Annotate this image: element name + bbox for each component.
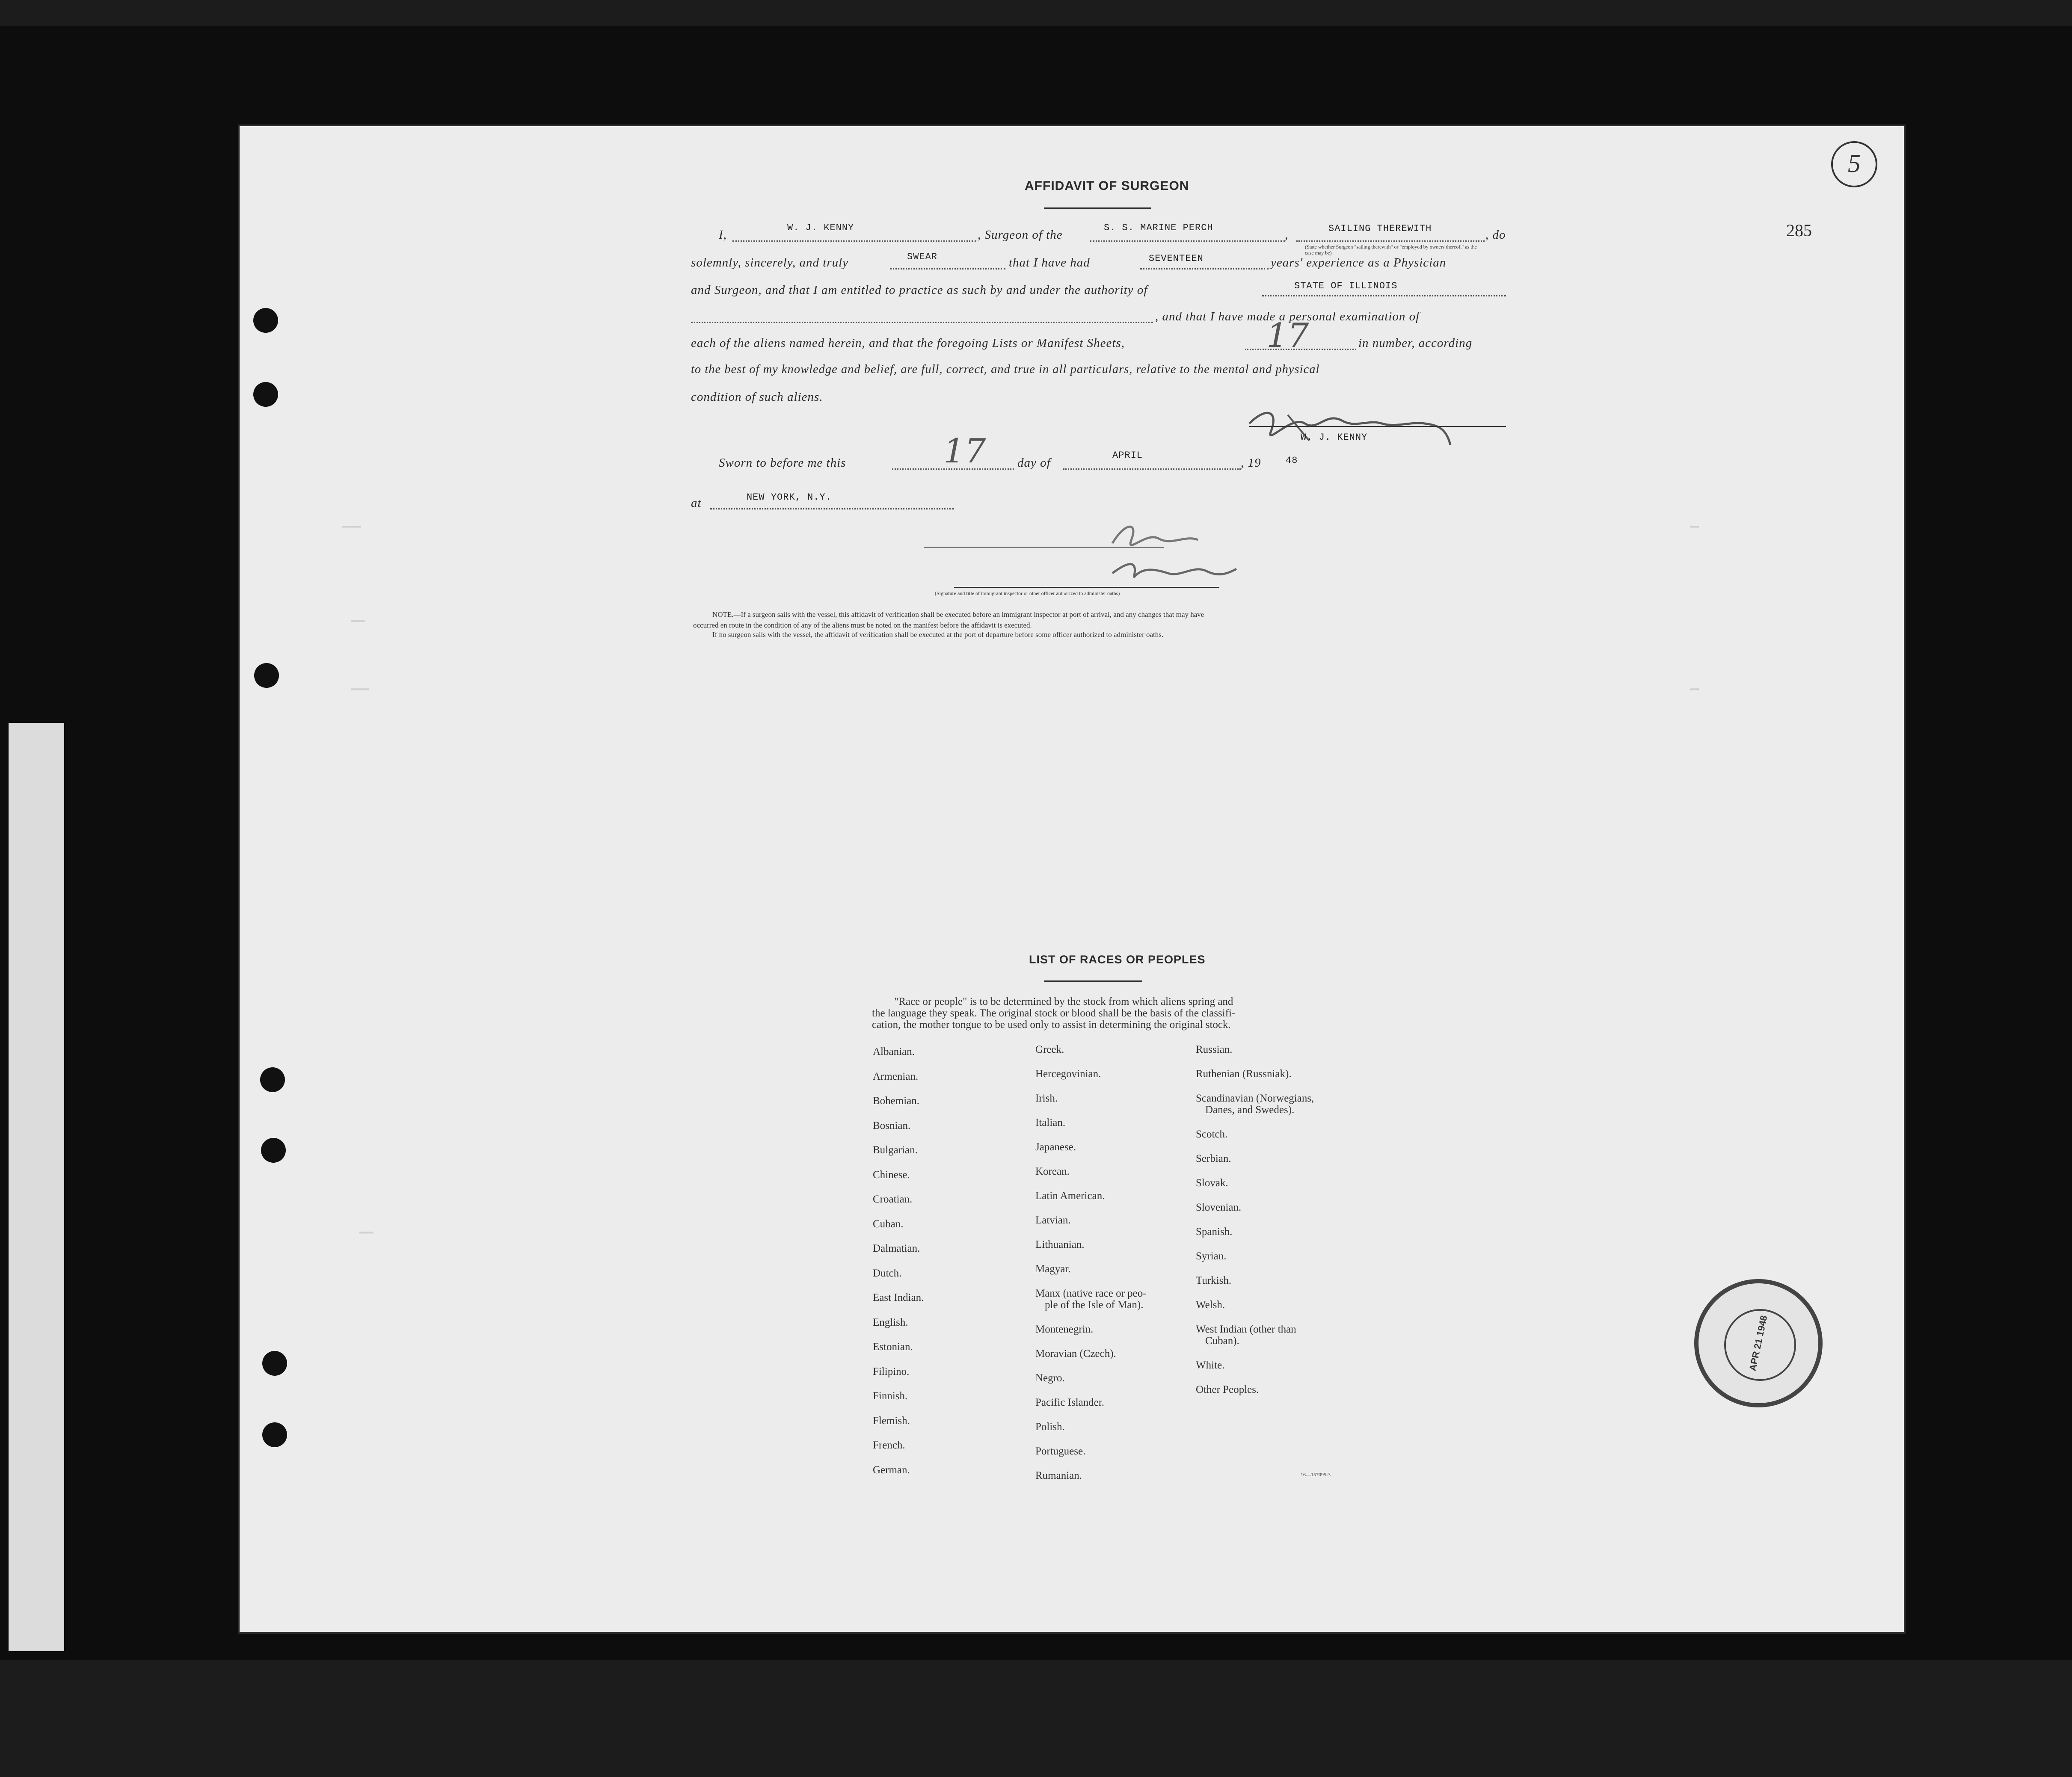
aff-text: , do [1485, 228, 1506, 242]
oath-word: SWEAR [907, 252, 938, 262]
race-item: Finnish. [873, 1390, 908, 1402]
punch-hole [262, 1422, 287, 1447]
race-item: Irish. [1035, 1093, 1058, 1104]
race-item: Turkish. [1196, 1275, 1232, 1286]
race-item: English. [873, 1316, 908, 1328]
at-label: at [691, 496, 702, 510]
aff-text: that I have had [1009, 256, 1090, 270]
race-item: West Indian (other than [1196, 1324, 1296, 1335]
punch-hole [253, 382, 278, 407]
aff-text: condition of such aliens. [691, 390, 823, 404]
race-item: Montenegrin. [1035, 1324, 1094, 1335]
inspector-line-1 [924, 547, 1164, 548]
race-item: Danes, and Swedes). [1205, 1104, 1295, 1116]
aff-text: , and that I have made a personal examination of [1155, 310, 1420, 323]
aff-text: solemnly, sincerely, and truly [691, 256, 849, 270]
vessel-name: S. S. MARINE PERCH [1104, 222, 1213, 233]
signature-line [1249, 426, 1506, 427]
race-item: Estonian. [873, 1341, 913, 1353]
race-item: Greek. [1035, 1044, 1064, 1055]
sailing-status: SAILING THEREWITH [1328, 223, 1432, 234]
race-item: Lithuanian. [1035, 1239, 1085, 1250]
aff-text: to the best of my knowledge and belief, are full, correct, and true in all particulars, relative to the mental and physical [691, 363, 1320, 376]
sworn-place: NEW YORK, N.Y. [747, 492, 832, 503]
oath-line [890, 268, 1005, 270]
inspector-line-2 [954, 587, 1219, 588]
circled-page-number: 5 [1831, 141, 1877, 187]
bleed-through-mark: ▬▬▬▬ [351, 684, 370, 693]
race-item: Slovenian. [1196, 1202, 1242, 1213]
aff-text: , Surgeon of the [978, 228, 1063, 242]
race-item: Cuban). [1205, 1335, 1239, 1347]
bleed-through-mark: ▬▬ [1690, 684, 1699, 693]
aff-text: in number, according [1358, 336, 1473, 350]
surgeon-typed-name: W. J. KENNY [1301, 432, 1368, 443]
races-title: LIST OF RACES OR PEOPLES [1029, 953, 1206, 966]
years-experience: SEVENTEEN [1149, 253, 1203, 264]
race-item: Bohemian. [873, 1095, 920, 1107]
race-item: ple of the Isle of Man). [1045, 1299, 1144, 1311]
place-line [710, 508, 954, 509]
scan-frame-bottom [0, 1660, 2072, 1777]
race-item: Armenian. [873, 1070, 919, 1082]
sworn-text: day of [1017, 456, 1051, 470]
race-item: Latin American. [1035, 1190, 1105, 1202]
race-item: Flemish. [873, 1415, 910, 1427]
sworn-text: , 19 [1241, 456, 1261, 470]
note-line-3: If no surgeon sails with the vessel, the affidavit of verification shall be executed at the port of departure before some officer authorized to administer oaths. [712, 631, 1164, 639]
bleed-through-mark: ▬▬▬ [351, 616, 365, 625]
race-item: Ruthenian (Russniak). [1196, 1068, 1292, 1080]
authority-line [1262, 295, 1506, 296]
race-item: Filipino. [873, 1365, 910, 1377]
vessel-line [1090, 240, 1285, 242]
race-item: Scandinavian (Norwegians, [1196, 1093, 1314, 1104]
race-item: German. [873, 1464, 910, 1476]
race-item: Cuban. [873, 1218, 904, 1230]
bleed-through-mark: ▬▬▬ [359, 1228, 373, 1236]
stamp-date: APR 21 1948 [1747, 1314, 1770, 1372]
inspector-caption: (Signature and title of immigrant inspector or other officer authorized to administer oaths) [935, 590, 1120, 596]
authority: STATE OF ILLINOIS [1294, 281, 1398, 291]
race-item: Rumanian. [1035, 1470, 1082, 1481]
race-item: Korean. [1035, 1166, 1070, 1177]
race-item: Croatian. [873, 1194, 913, 1205]
race-item: Hercegovinian. [1035, 1068, 1101, 1080]
sworn-day: 17 [943, 432, 986, 471]
surgeon-name: W. J. KENNY [787, 222, 854, 233]
race-item: Serbian. [1196, 1153, 1231, 1164]
surgeon-name-line [732, 240, 976, 242]
race-item: Spanish. [1196, 1226, 1233, 1238]
race-item: Pacific Islander. [1035, 1397, 1105, 1408]
race-item: Bulgarian. [873, 1144, 918, 1156]
race-item: Latvian. [1035, 1214, 1071, 1226]
note-line-1: NOTE.—If a surgeon sails with the vessel, this affidavit of verification shall be executed before an immigrant inspector at port of arrival, and any changes that may have [712, 610, 1204, 619]
aff-text: I, [719, 228, 727, 242]
sworn-month: APRIL [1112, 450, 1143, 461]
race-item: Manx (native race or peo- [1035, 1288, 1147, 1299]
bleed-through-mark: ▬▬ [1690, 522, 1699, 530]
race-item: Slovak. [1196, 1177, 1228, 1189]
race-item: Russian. [1196, 1044, 1233, 1055]
page-number: 285 [1786, 221, 1812, 240]
bleed-through-mark: ▬▬▬▬ [342, 522, 361, 530]
race-item: Syrian. [1196, 1250, 1227, 1262]
sailing-line [1296, 240, 1485, 242]
races-intro: cation, the mother tongue to be used only to assist in determining the original stock. [872, 1019, 1231, 1031]
punch-hole [254, 663, 279, 688]
races-title-underline [1044, 980, 1142, 982]
aff-text: years' experience as a Physician [1271, 256, 1447, 270]
race-item: Japanese. [1035, 1141, 1076, 1153]
punch-hole [261, 1138, 286, 1163]
sworn-year: 48 [1286, 455, 1298, 466]
race-item: Dalmatian. [873, 1243, 920, 1254]
punch-hole [253, 308, 278, 333]
aff-text: each of the aliens named herein, and that the foregoing Lists or Manifest Sheets, [691, 336, 1125, 350]
race-item: Polish. [1035, 1421, 1065, 1433]
sworn-text: Sworn to before me this [719, 456, 846, 470]
sailing-note: (State whether Surgeon "sailing therewith" or "employed by owners thereof," as the case may be) [1305, 244, 1477, 256]
aff-text: , [1285, 228, 1289, 242]
authority-line-2 [691, 322, 1153, 323]
race-item: East Indian. [873, 1292, 924, 1303]
sheets-count: 17 [1266, 317, 1309, 355]
aff-text: and Surgeon, and that I am entitled to practice as such by and under the authority of [691, 283, 1148, 297]
race-item: Italian. [1035, 1117, 1066, 1128]
race-item: Scotch. [1196, 1128, 1228, 1140]
race-item: Negro. [1035, 1372, 1065, 1384]
adjacent-page-strip [9, 723, 64, 1651]
race-item: Moravian (Czech). [1035, 1348, 1116, 1359]
race-item: Portuguese. [1035, 1445, 1086, 1457]
race-item: Other Peoples. [1196, 1384, 1259, 1395]
race-item: Magyar. [1035, 1263, 1071, 1275]
race-item: French. [873, 1439, 905, 1451]
inspector-signature [1095, 513, 1258, 599]
race-item: Welsh. [1196, 1299, 1225, 1311]
sworn-month-line [1063, 468, 1241, 470]
affidavit-title: AFFIDAVIT OF SURGEON [1025, 179, 1189, 193]
race-item: Chinese. [873, 1169, 910, 1181]
races-intro: "Race or people" is to be determined by the stock from which aliens spring and [894, 996, 1233, 1007]
scan-frame-top [0, 0, 2072, 26]
years-line [1140, 268, 1269, 270]
immigration-date-stamp [1694, 1279, 1823, 1407]
note-line-2: occurred en route in the condition of any of the aliens must be noted on the manifest before the affidavit is executed. [693, 621, 1032, 629]
race-item: Albanian. [873, 1046, 915, 1057]
title-underline [1044, 207, 1151, 209]
race-item: Bosnian. [873, 1120, 911, 1131]
punch-hole [262, 1351, 287, 1376]
race-item: White. [1196, 1359, 1225, 1371]
races-intro: the language they speak. The original stock or blood shall be the basis of the classifi- [872, 1007, 1236, 1019]
race-item: Dutch. [873, 1267, 902, 1279]
surgeon-signature [1241, 398, 1463, 458]
punch-hole [260, 1067, 285, 1092]
form-code: 16—157095-3 [1301, 1472, 1331, 1478]
